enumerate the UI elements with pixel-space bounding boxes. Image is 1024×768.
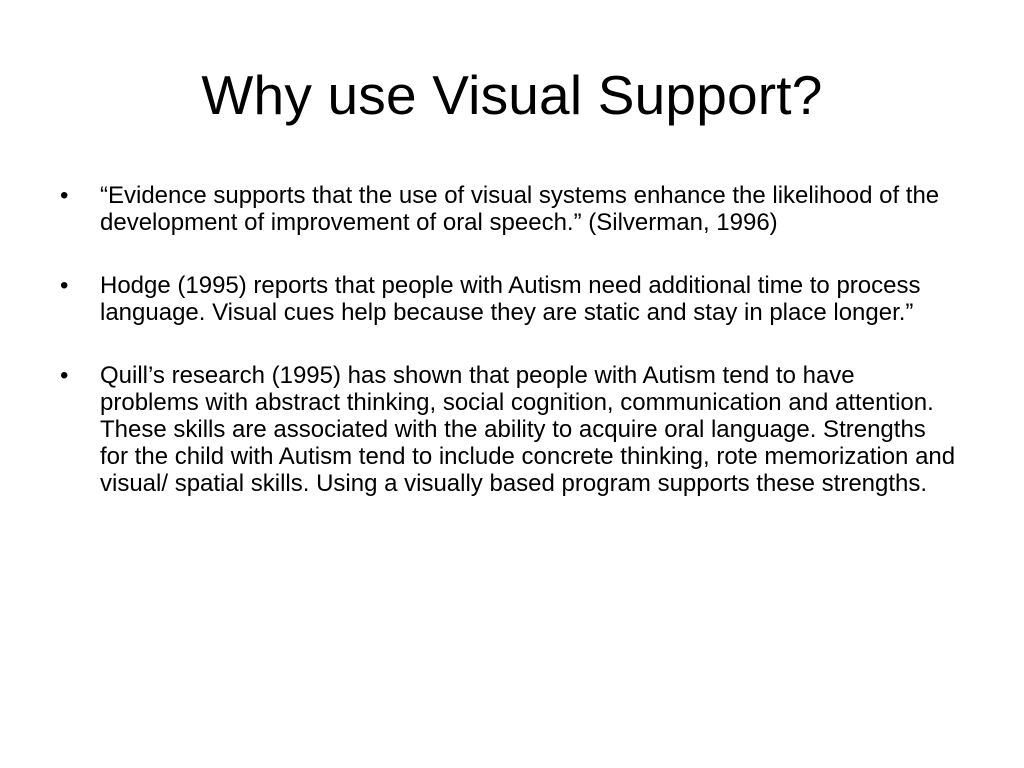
bullet-text: “Evidence supports that the use of visual systems enhance the likelihood of the development of improvement of oral speech.” (Silverman, 1996) — [100, 182, 940, 236]
bullet-text: Hodge (1995) reports that people with Autism need additional time to process language. Visual cues help because they are static and stay in place longer.” — [100, 272, 921, 326]
bullet-item-hodge — [60, 272, 960, 326]
bullet-text: Quill’s research (1995) has shown that people with Autism tend to have problems with abstract thinking, social cognition, communication and attention. These skills are associated with the ability to acquire oral language. Strengths for the child with Autism tend to include concrete thinking, rote memorization and visual/ spatial skills. Using a visually based program supports these strengths. — [100, 362, 956, 497]
bullet-icon: • — [60, 182, 69, 209]
bullet-list — [60, 182, 960, 533]
bullet-item-silverman — [60, 182, 960, 236]
bullet-icon: • — [60, 272, 69, 299]
bullet-icon: • — [60, 362, 69, 389]
bullet-item-quill — [60, 362, 960, 497]
slide-title: Why use Visual Support? — [201, 64, 823, 126]
